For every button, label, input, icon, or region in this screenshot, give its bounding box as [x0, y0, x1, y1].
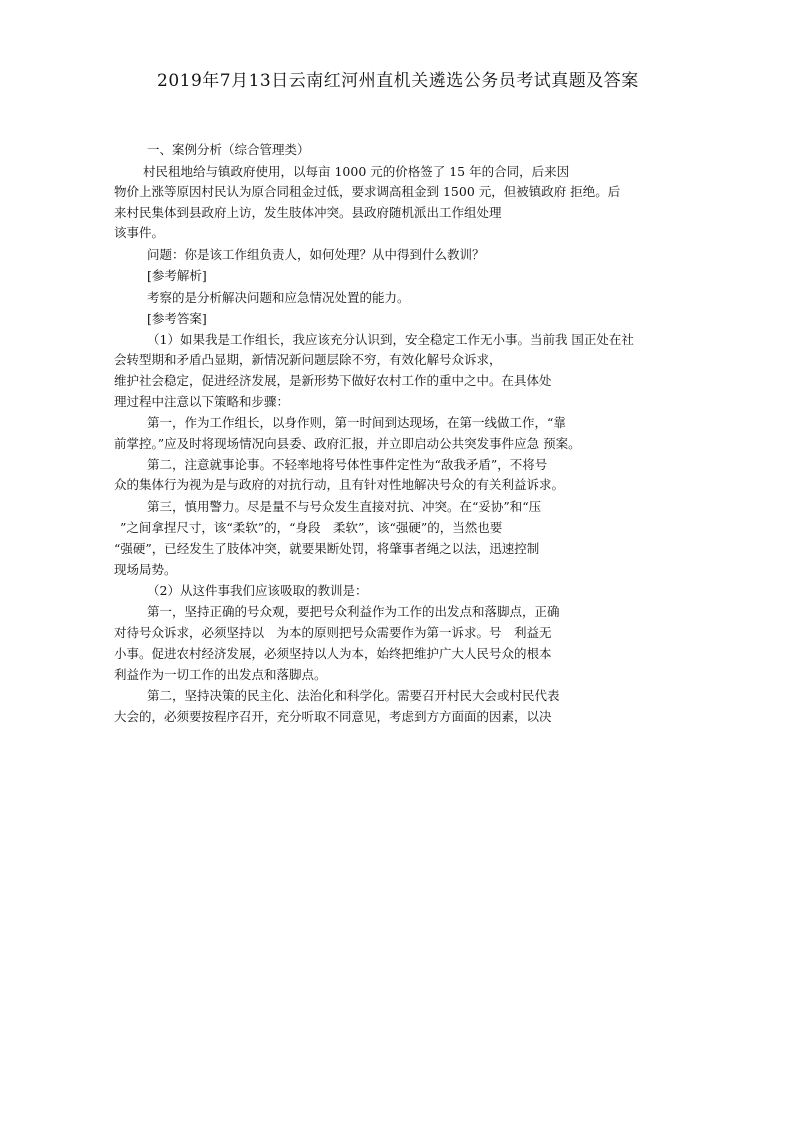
- paragraph-line: 利益作为一切工作的出发点和落脚点。: [114, 667, 327, 682]
- paragraph-line: 大会的，必须要按程序召开，充分听取不同意见，考虑到方方面面的因素，以决: [114, 709, 552, 724]
- paragraph-line: 第一，作为工作组长，以身作则，第一时间到达现场，在第一线做工作，“靠: [147, 415, 566, 430]
- section-heading: 一、案例分析（综合管理类）: [147, 142, 310, 157]
- paragraph-line: 前掌控。”应及时将现场情况向县委、政府汇报，并立即启动公共突发事件应急 预案。: [114, 436, 581, 451]
- paragraph-line: （1）如果我是工作组长，我应该充分认识到，安全稳定工作无小事。当前我 国正处在社: [147, 332, 634, 347]
- answer-label: [参考答案]: [147, 311, 207, 326]
- paragraph-line: 现场局势。: [114, 562, 177, 577]
- paragraph-line: 考察的是分析解决问题和应急情况处置的能力。: [147, 290, 410, 305]
- paragraph-line: 第三，慎用警力。尽是量不与号众发生直接对抗、冲突。在“妥协”和“压: [147, 499, 542, 514]
- paragraph-line: 第二，坚持决策的民主化、法治化和科学化。需要召开村民大会或村民代表: [147, 688, 560, 703]
- paragraph-line: “强硬”，已经发生了肢体冲突，就要果断处罚，将肇事者绳之以法，迅速控制: [114, 541, 540, 556]
- paragraph-line: 小事。促进农村经济发展，必须坚持以人为本，始终把维护广大人民号众的根本: [114, 646, 552, 661]
- paragraph-line: 维护社会稳定，促进经济发展，是新形势下做好农村工作的重中之中。在具体处: [114, 373, 552, 388]
- paragraph-line: 第二，注意就事论事。不轻率地将号体性事件定性为“敌我矛盾”，不将号: [147, 457, 548, 472]
- paragraph-line: （2）从这件事我们应该吸取的教训是：: [147, 583, 368, 598]
- paragraph-line: 物价上涨等原因村民认为原合同租金过低，要求调高租金到 1500 元，但被镇政府 拒绝。后: [114, 184, 621, 199]
- paragraph-line: 村民租地给与镇政府使用，以每亩 1000 元的价格签了 15 年的合同，后来因: [143, 164, 570, 179]
- paragraph-line: 该事件。: [114, 225, 165, 240]
- question-line: 问题：你是该工作组负责人，如何处理？从中得到什么教训？: [147, 247, 485, 262]
- paragraph-line: 众的集体行为视为是与政府的对抗行动，且有针对性地解决号众的有关利益诉求。: [114, 477, 565, 492]
- paragraph-line: 第一，坚持正确的号众观，要把号众利益作为工作的出发点和落脚点，正确: [147, 604, 560, 619]
- document-title: 2019年7月13日云南红河州直机关遴选公务员考试真题及答案: [157, 71, 639, 91]
- paragraph-line: 对待号众诉求，必须坚持以 为本的原则把号众需要作为第一诉求。号 利益无: [114, 625, 552, 640]
- analysis-label: [参考解析]: [147, 268, 207, 283]
- paragraph-line: 会转型期和矛盾凸显期，新情况新问题层除不穷，有效化解号众诉求，: [114, 352, 502, 367]
- paragraph-line: 来村民集体到县政府上访，发生肢体冲突。县政府随机派出工作组处理: [114, 205, 502, 220]
- paragraph-line: ”之间拿捏尺寸，该“柔软”的，“身段 柔软”，该“强硬”的，当然也要: [120, 520, 503, 535]
- paragraph-line: 理过程中注意以下策略和步骤：: [114, 394, 290, 409]
